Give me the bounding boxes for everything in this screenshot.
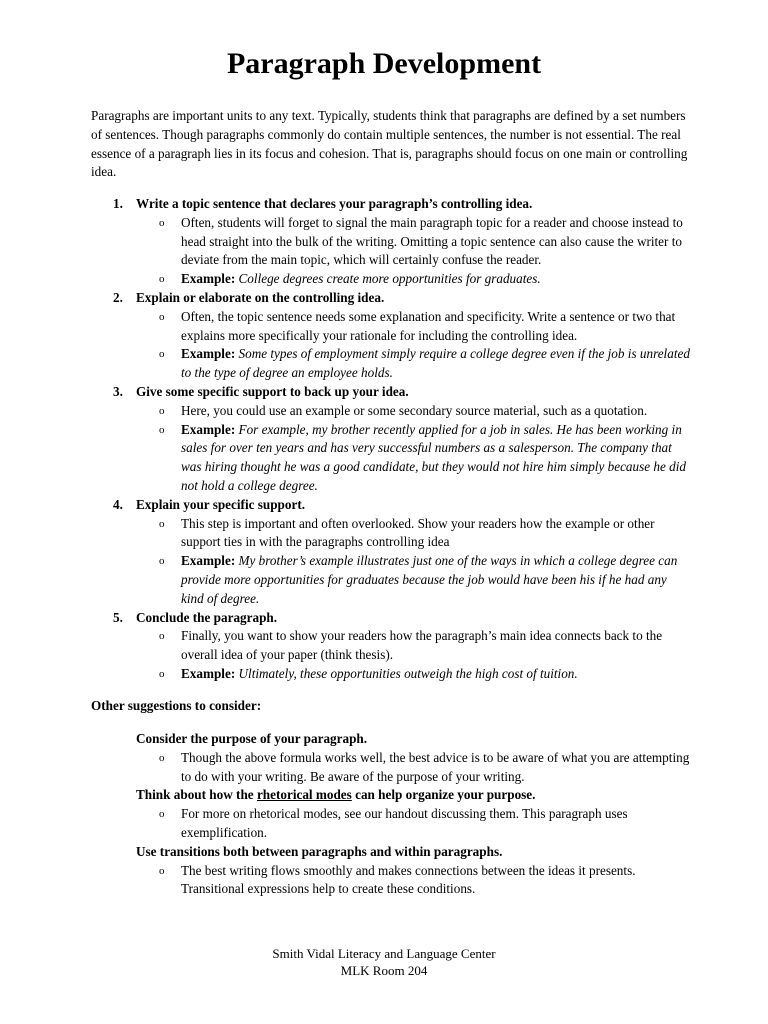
list-item	[91, 805, 691, 843]
bullet-text: Here, you could use an example or some secondary source material, such as a quotation.	[181, 402, 648, 418]
step-number: 4.	[113, 496, 123, 512]
example-item	[91, 345, 691, 383]
bullet-icon: o	[159, 216, 165, 229]
example-label: Example:	[181, 665, 236, 681]
list-item	[91, 308, 691, 346]
other-suggestions-heading: Other suggestions to consider:	[91, 698, 262, 713]
example-item	[91, 552, 691, 608]
bullet-text: For more on rhetorical modes, see our handout discussing them. This paragraph uses exemplification.	[181, 806, 628, 840]
step-heading: Explain your specific support.	[136, 496, 306, 512]
footer-room: MLK Room 204	[340, 963, 428, 978]
intro-paragraph: Paragraphs are important units to any text. Typically, students think that paragraphs are defined by a set numbers of sentences. Though paragraphs commonly do contain multiple sentences, the number is not essential. The real essence of a paragraph lies in its focus and cohesion. That is, paragraphs should focus on one main or controlling idea.	[91, 108, 688, 180]
bullet-icon: o	[159, 273, 165, 286]
list-item	[91, 402, 691, 421]
footer	[0, 945, 768, 979]
suggestion-purpose	[91, 730, 691, 786]
step-5	[91, 609, 691, 684]
footer-center-name: Smith Vidal Literacy and Language Center	[272, 946, 496, 961]
step-number: 2.	[113, 289, 123, 305]
bullet-icon: o	[159, 864, 165, 877]
bullet-icon: o	[159, 667, 165, 680]
suggestion-heading: Think about how the rhetorical modes can help organize your purpose.	[136, 787, 536, 803]
bullet-text: Though the above formula works well, the best advice is to be aware of what you are attempting to do with your writing. Be aware of the purpose of your writing.	[181, 749, 690, 784]
step-2	[91, 289, 691, 383]
example-text: For example, my brother recently applied for a job in sales. He has been working in sales for over ten years and has very successful numbers as a salesperson. The company that was hiring thought he was a good candidate, but they would not hire him simply because he did not hold a college degree.	[181, 421, 686, 493]
bullet-icon: o	[159, 310, 165, 323]
list-item	[91, 862, 691, 900]
bullet-text: Finally, you want to show your readers how the paragraph’s main idea connects back to the overall idea of your paper (think thesis).	[181, 628, 663, 663]
bullet-icon: o	[159, 751, 165, 764]
bullet-icon: o	[159, 423, 165, 436]
example-text: My brother’s example illustrates just one of the ways in which a college degree can provide more opportunities for graduates because the job would have been his if he had any kind of degree.	[181, 553, 678, 606]
list-item	[91, 214, 691, 270]
suggestion-heading: Consider the purpose of your paragraph.	[136, 731, 368, 746]
example-item	[91, 421, 691, 496]
bullet-icon: o	[159, 555, 165, 568]
bullet-icon: o	[159, 404, 165, 417]
step-number: 3.	[113, 383, 123, 399]
example-label: Example:	[181, 271, 236, 287]
step-number: 1.	[113, 196, 123, 211]
step-heading: Conclude the paragraph.	[136, 609, 278, 625]
step-heading: Explain or elaborate on the controlling idea.	[136, 289, 385, 305]
bullet-icon: o	[159, 517, 165, 530]
step-1	[91, 195, 691, 289]
list-item	[91, 749, 691, 787]
example-text: Some types of employment simply require a college degree even if the job is unrelated to the type of degree an employee holds.	[181, 346, 690, 381]
step-heading: Give some specific support to back up your idea.	[136, 383, 409, 399]
example-label: Example:	[181, 421, 236, 437]
step-4	[91, 496, 691, 609]
example-text: Ultimately, these opportunities outweigh the high cost of tuition.	[238, 665, 578, 681]
bullet-icon: o	[159, 808, 165, 821]
suggestion-heading: Use transitions both between paragraphs and within paragraphs.	[136, 843, 503, 859]
bullet-text: Often, the topic sentence needs some explanation and specificity. Write a sentence or two that explains more specifically your rationale for including the controlling idea.	[181, 308, 676, 343]
bullet-text: Often, students will forget to signal the main paragraph topic for a reader and choose instead to head straight into the bulk of the writing. Omitting a topic sentence can also cause the writer to deviate from the main topic, which will certainly confuse the reader.	[181, 214, 683, 268]
steps-list	[91, 195, 691, 684]
step-3	[91, 383, 691, 496]
example-label: Example:	[181, 346, 236, 362]
step-heading: Write a topic sentence that declares your paragraph’s controlling idea.	[136, 196, 533, 211]
rhetorical-modes-link[interactable]: rhetorical modes	[256, 787, 352, 803]
step-bullets	[91, 402, 691, 496]
step-number: 5.	[113, 609, 123, 625]
step-bullets	[91, 308, 691, 383]
suggestion-transitions	[91, 843, 691, 899]
example-item	[91, 270, 691, 289]
list-item	[91, 515, 691, 553]
suggestion-rhetorical-modes	[91, 786, 691, 842]
step-bullets	[91, 627, 691, 683]
step-bullets	[91, 214, 691, 289]
bullet-text: This step is important and often overlooked. Show your readers how the example or other support ties in with the paragraphs controlling idea	[181, 515, 655, 550]
list-item	[91, 627, 691, 665]
page-title: Paragraph Development	[226, 47, 542, 80]
bullet-icon: o	[159, 348, 165, 361]
bullet-icon: o	[159, 630, 165, 643]
example-item	[91, 665, 691, 684]
step-bullets	[91, 515, 691, 609]
bullet-text: The best writing flows smoothly and makes connections between the ideas it presents. Transitional expressions help to create these conditions.	[181, 862, 636, 897]
example-text: College degrees create more opportunities for graduates.	[238, 271, 541, 287]
suggestions-list	[91, 730, 691, 899]
example-label: Example:	[181, 553, 236, 569]
